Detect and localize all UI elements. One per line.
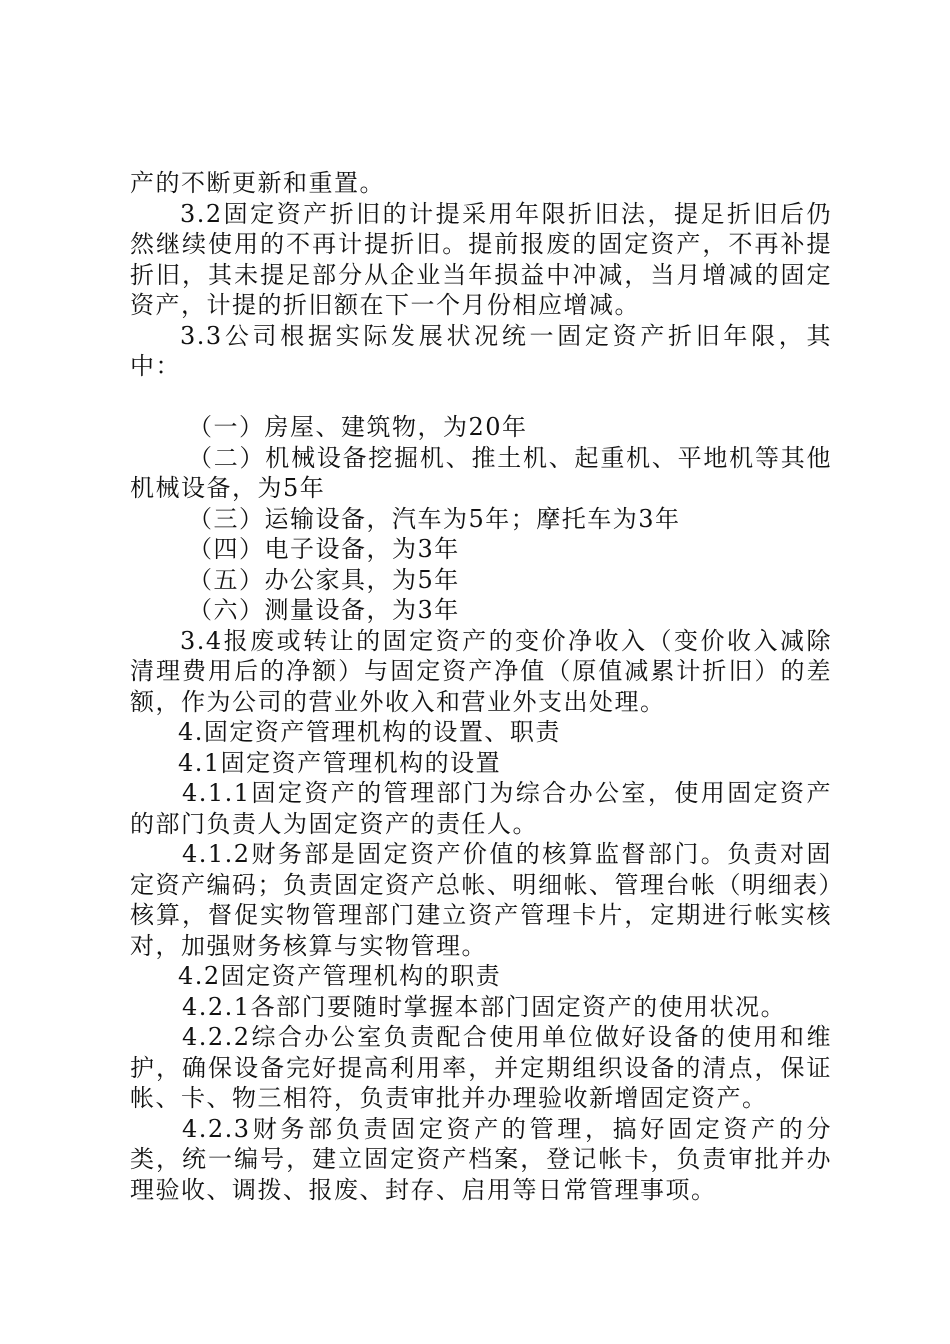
paragraph-4-2-2: 4.2.2综合办公室负责配合使用单位做好设备的使用和维护，确保设备完好提高利用率，并定期组织设备的清点，保证帐、卡、物三相符，负责审批并办理验收新增固定资产。 — [130, 1023, 832, 1112]
paragraph-3-3: 3.3公司根据实际发展状况统一固定资产折旧年限，其中： — [130, 321, 832, 380]
paragraph-4-1-1: 4.1.1固定资产的管理部门为综合办公室，使用固定资产的部门负责人为固定资产的责任人。 — [130, 779, 832, 838]
section-heading-4-2: 4.2固定资产管理机构的职责 — [178, 962, 502, 990]
paragraph-3-4: 3.4报废或转让的固定资产的变价净收入（变价收入减除清理费用后的净额）与固定资产净值（原值减累计折旧）的差额，作为公司的营业外收入和营业外支出处理。 — [130, 626, 832, 716]
list-item-2: （二）机械设备挖掘机、推土机、起重机、平地机等其他机械设备，为5年 — [130, 443, 832, 502]
document-body — [130, 168, 832, 1205]
paragraph-3-2: 3.2固定资产折旧的计提采用年限折旧法，提足折旧后仍然继续使用的不再计提折旧。提前报废的固定资产，不再补提折旧，其未提足部分从企业当年损益中冲减，当月增减的固定资产，计提的折旧额在下一个月份相应增减。 — [130, 199, 832, 319]
blank-line — [130, 382, 832, 413]
list-item-4: （四）电子设备，为3年 — [188, 535, 460, 563]
paragraph-4-2-1: 4.2.1各部门要随时掌握本部门固定资产的使用状况。 — [182, 992, 787, 1021]
list-item-6: （六）测量设备，为3年 — [188, 596, 460, 624]
list-item-5: （五）办公家具，为5年 — [188, 565, 460, 594]
paragraph-4-2-3: 4.2.3财务部负责固定资产的管理，搞好固定资产的分类，统一编号，建立固定资产档案，登记帐卡，负责审批并办理验收、调拨、报废、封存、启用等日常管理事项。 — [130, 1114, 832, 1204]
list-item-1: （一）房屋、建筑物，为20年 — [188, 413, 528, 441]
paragraph-continuation: 产的不断更新和重置。 — [130, 169, 385, 197]
section-heading-4-1: 4.1固定资产管理机构的设置 — [178, 748, 502, 777]
paragraph-4-1-2: 4.1.2财务部是固定资产价值的核算监督部门。负责对固定资产编码；负责固定资产总帐、明细帐、管理台帐（明细表）核算，督促实物管理部门建立资产管理卡片，定期进行帐实核对，加强财务核算与实物管理。 — [130, 840, 832, 960]
section-heading-4: 4.固定资产管理机构的设置、职责 — [178, 718, 561, 746]
list-item-3: （三）运输设备，汽车为5年；摩托车为3年 — [188, 504, 681, 533]
